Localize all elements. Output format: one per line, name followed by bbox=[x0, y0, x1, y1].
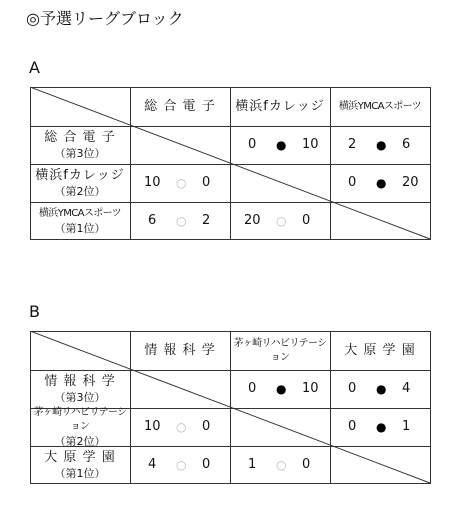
row-header bbox=[30, 164, 130, 202]
lose-mark-icon: ○ bbox=[176, 420, 187, 434]
team-rank: （第2位） bbox=[54, 184, 106, 198]
score-left: 6 bbox=[148, 213, 157, 228]
score-left: 10 bbox=[144, 175, 161, 190]
col-header bbox=[330, 87, 430, 126]
col-header bbox=[330, 331, 430, 370]
team-rank: （第3位） bbox=[54, 146, 106, 160]
team-name: 大 原 学 園 bbox=[44, 449, 116, 465]
team-rank: （第2位） bbox=[54, 434, 106, 448]
team-rank: （第3位） bbox=[54, 390, 106, 404]
score-right: 0 bbox=[202, 419, 211, 434]
team-name: 情 報 科 学 bbox=[144, 342, 216, 358]
win-mark-icon: ● bbox=[376, 420, 387, 434]
score-right: 20 bbox=[402, 175, 419, 190]
team-name: 横浜YMCAスポーツ bbox=[338, 100, 422, 112]
team-rank: （第1位） bbox=[54, 466, 106, 480]
team-name: 大 原 学 園 bbox=[344, 342, 416, 358]
team-name: 横浜fカレッジ bbox=[35, 167, 125, 183]
score-right: 0 bbox=[202, 175, 211, 190]
team-name: 総 合 電 子 bbox=[144, 98, 216, 114]
win-mark-icon: ● bbox=[276, 382, 287, 396]
col-header bbox=[230, 331, 330, 370]
score-right: 0 bbox=[202, 457, 211, 472]
win-mark-icon: ● bbox=[376, 382, 387, 396]
score-left: 0 bbox=[248, 381, 257, 396]
score-right: 0 bbox=[302, 213, 311, 228]
team-rank: （第1位） bbox=[54, 221, 106, 235]
page-title: ◎予選リーグブロック bbox=[26, 9, 184, 28]
lose-mark-icon: ○ bbox=[176, 214, 187, 228]
win-mark-icon: ● bbox=[376, 176, 387, 190]
score-left: 4 bbox=[148, 457, 157, 472]
row-header bbox=[30, 126, 130, 164]
row-header bbox=[30, 202, 130, 240]
team-name: 茅ヶ崎リハビリテーション bbox=[33, 406, 127, 432]
score-left: 20 bbox=[244, 213, 261, 228]
win-mark-icon: ● bbox=[376, 138, 387, 152]
win-mark-icon: ● bbox=[276, 138, 287, 152]
score-right: 6 bbox=[402, 137, 411, 152]
lose-mark-icon: ○ bbox=[176, 176, 187, 190]
group-a-label: A bbox=[29, 58, 40, 77]
col-header bbox=[230, 87, 330, 126]
group-a-grid bbox=[30, 87, 431, 240]
score-left: 1 bbox=[248, 457, 257, 472]
row-header bbox=[30, 408, 130, 446]
score-right: 2 bbox=[202, 213, 211, 228]
score-right: 4 bbox=[402, 381, 411, 396]
row-header bbox=[30, 370, 130, 408]
score-left: 10 bbox=[144, 419, 161, 434]
score-left: 0 bbox=[248, 137, 257, 152]
score-left: 0 bbox=[348, 419, 357, 434]
col-header bbox=[130, 331, 230, 370]
lose-mark-icon: ○ bbox=[276, 458, 287, 472]
col-header bbox=[130, 87, 230, 126]
score-right: 0 bbox=[302, 457, 311, 472]
team-name: 情 報 科 学 bbox=[44, 373, 116, 389]
lose-mark-icon: ○ bbox=[276, 214, 287, 228]
score-right: 1 bbox=[402, 419, 411, 434]
score-right: 10 bbox=[302, 381, 319, 396]
row-header bbox=[30, 446, 130, 484]
score-left: 0 bbox=[348, 381, 357, 396]
score-right: 10 bbox=[302, 137, 319, 152]
group-b-grid bbox=[30, 331, 431, 484]
score-left: 2 bbox=[348, 137, 357, 152]
team-name: 横浜YMCAスポーツ bbox=[38, 207, 122, 219]
lose-mark-icon: ○ bbox=[176, 458, 187, 472]
team-name: 総 合 電 子 bbox=[44, 129, 116, 145]
score-left: 0 bbox=[348, 175, 357, 190]
team-name: 横浜fカレッジ bbox=[235, 98, 325, 114]
group-b-label: B bbox=[29, 302, 40, 321]
team-name: 茅ヶ崎リハビリテーション bbox=[233, 337, 327, 363]
